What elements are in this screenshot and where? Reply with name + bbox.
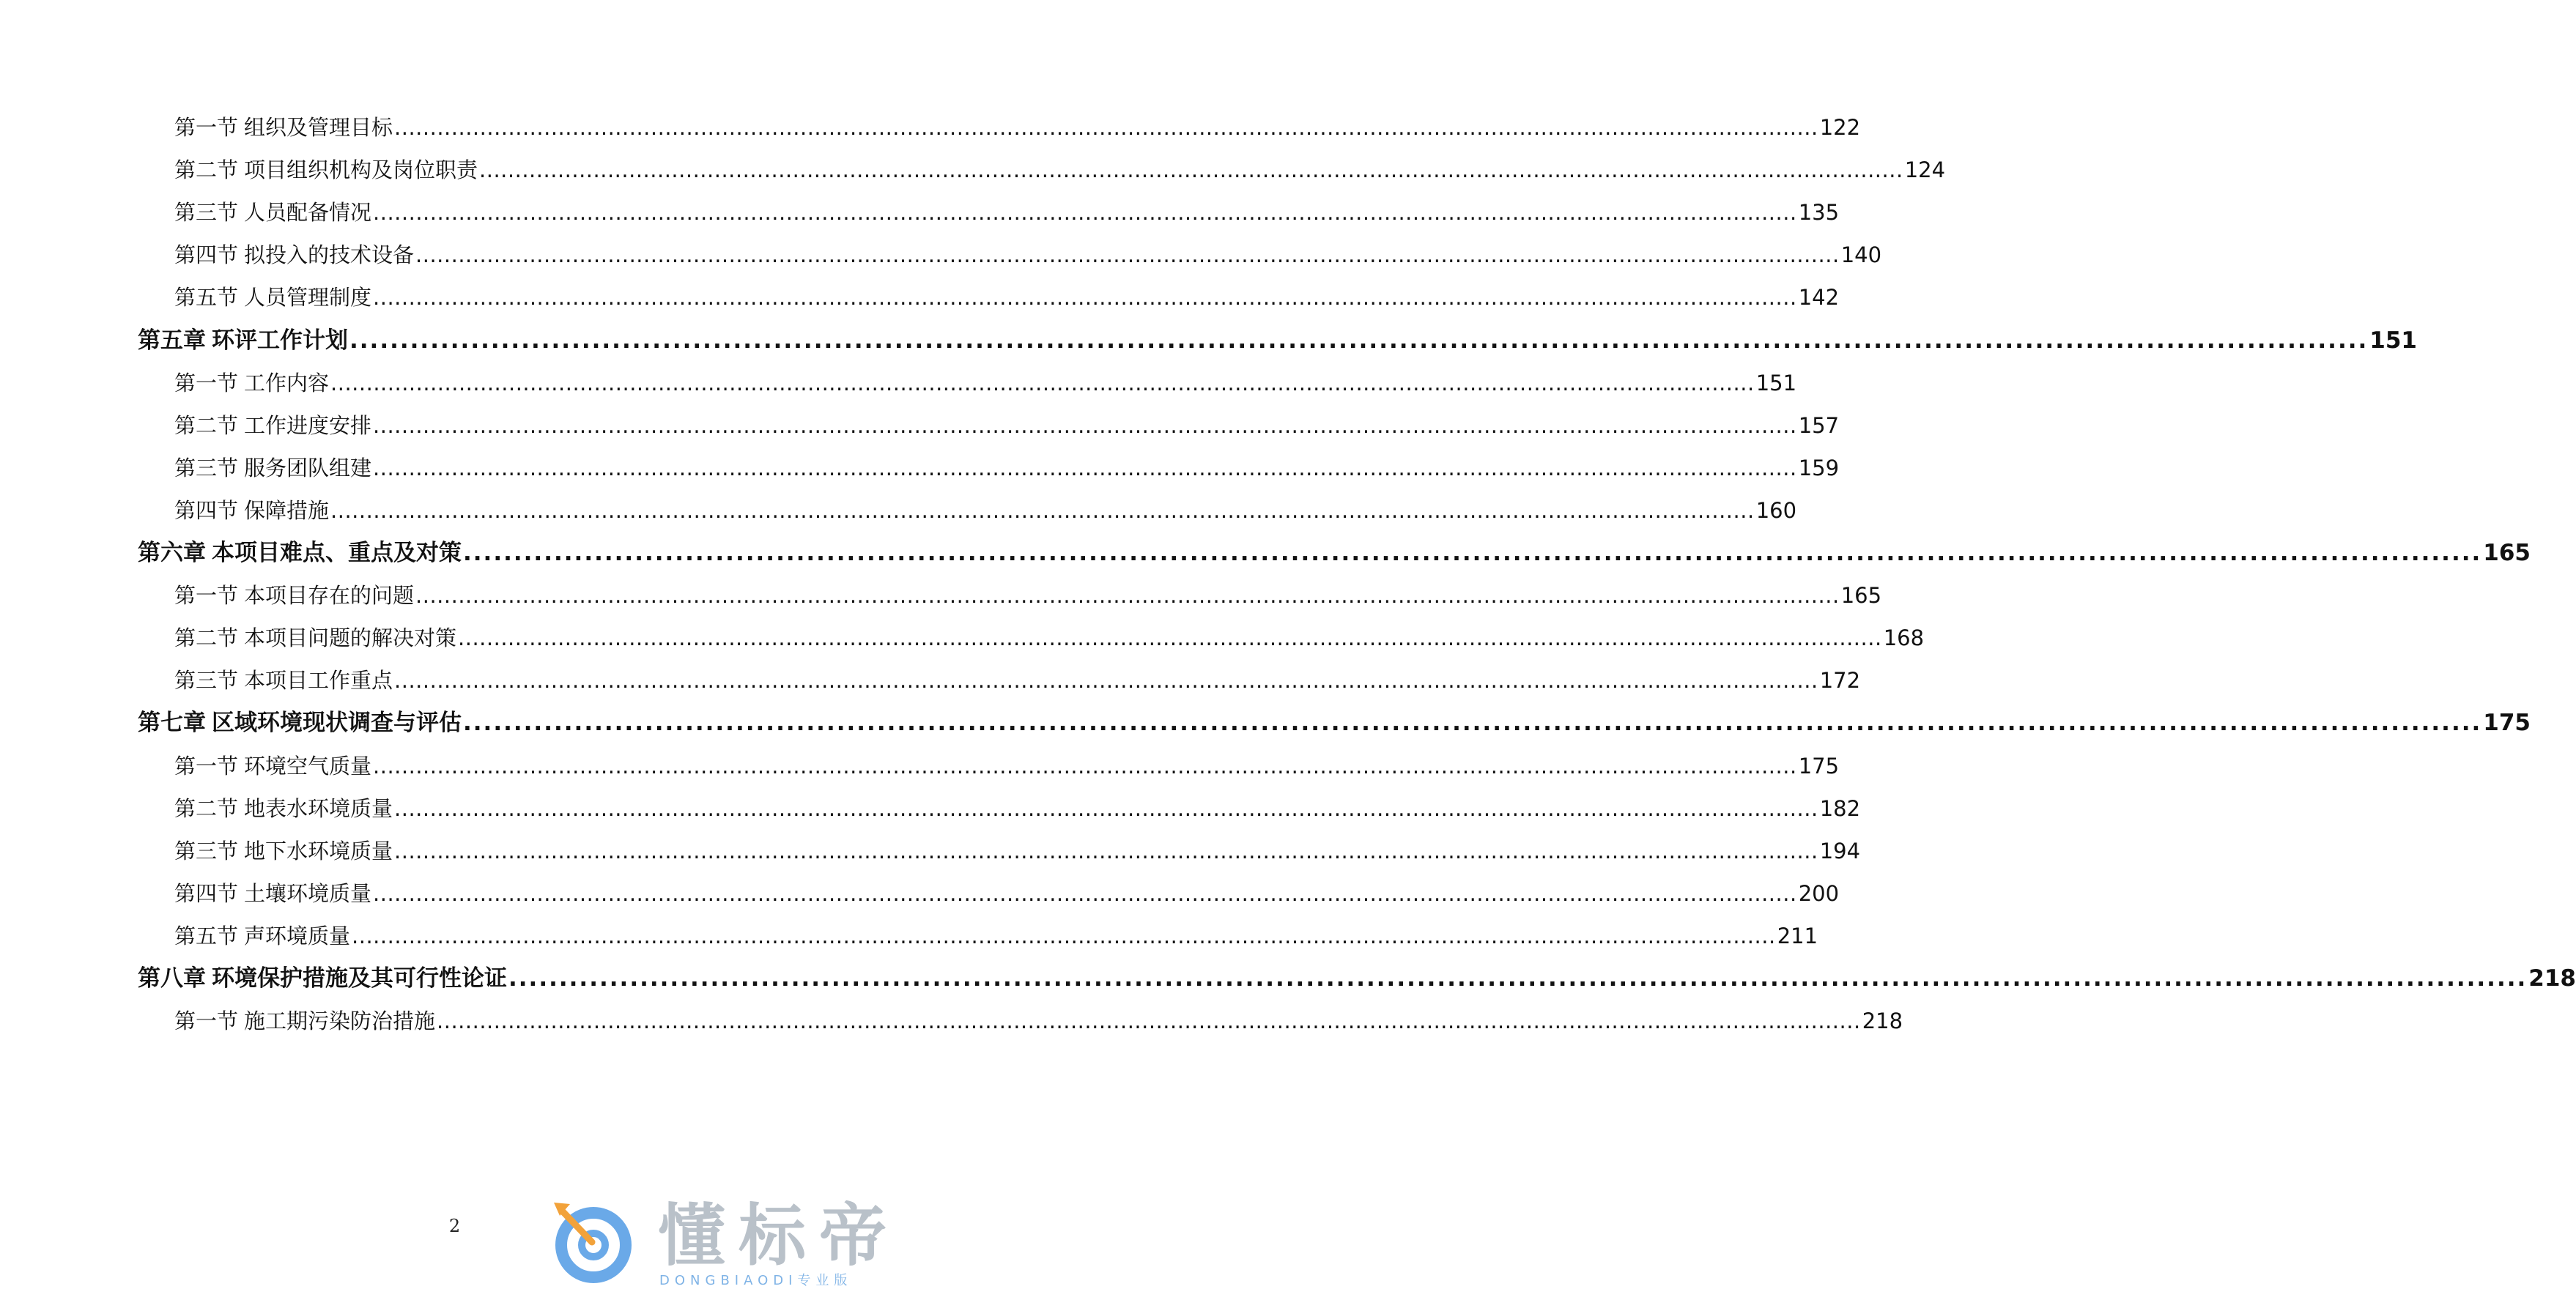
toc-entry-number: 第二节 bbox=[174, 157, 239, 182]
toc-entry-page: 151 bbox=[2369, 327, 2417, 354]
toc-section-row[interactable] bbox=[174, 409, 1840, 442]
toc-entry-title: 本项目问题的解决对策 bbox=[244, 625, 457, 650]
toc-entry-page: 142 bbox=[1798, 285, 1840, 310]
toc-leader-dots: ........................................................................................................................................................................................................ bbox=[394, 668, 1818, 693]
toc-entry-title: 工作进度安排 bbox=[244, 413, 372, 438]
toc-leader-dots: ........................................................................................................................................................................................................ bbox=[394, 839, 1818, 863]
toc-leader-dots: ........................................................................................................................................................................................................ bbox=[373, 456, 1797, 480]
toc-entry-title: 土壤环境质量 bbox=[244, 881, 372, 906]
toc-entry-page: 160 bbox=[1755, 498, 1797, 523]
toc-section-row[interactable] bbox=[174, 750, 1840, 782]
toc-leader-dots: ........................................................................................................................................................................................................ bbox=[415, 583, 1840, 608]
toc-entry-page: 218 bbox=[1862, 1008, 1903, 1033]
toc-entry-page: 168 bbox=[1883, 625, 1925, 650]
toc-leader-dots: ........................................................................................................................................................................................................ bbox=[373, 754, 1797, 779]
toc-entry-page: 211 bbox=[1777, 924, 1818, 948]
toc-entry-title: 地下水环境质量 bbox=[244, 839, 393, 863]
toc-section-row[interactable] bbox=[174, 154, 1946, 186]
toc-section-row[interactable] bbox=[174, 196, 1840, 229]
toc-entry-number: 第五节 bbox=[174, 285, 239, 310]
watermark-subtitle: DONGBIAODI专业版 bbox=[659, 1273, 853, 1288]
toc-leader-dots: ........................................................................................................................................................................................................ bbox=[415, 242, 1840, 267]
toc-section-row[interactable] bbox=[174, 877, 1840, 910]
toc-entry-title: 保障措施 bbox=[244, 498, 330, 523]
toc-section-row[interactable] bbox=[174, 111, 1861, 144]
toc-entry-page: 140 bbox=[1840, 242, 1882, 267]
page-number: 2 bbox=[448, 1216, 461, 1236]
toc-entry-title: 工作内容 bbox=[244, 371, 330, 395]
toc-section-row[interactable] bbox=[174, 494, 1797, 527]
toc-entry-title: 声环境质量 bbox=[244, 924, 351, 948]
toc-leader-dots: ........................................................................................................................................................................................................ bbox=[349, 327, 2369, 354]
toc-entry-title: 地表水环境质量 bbox=[244, 796, 393, 821]
watermark-brand: 懂标帝 bbox=[658, 1197, 900, 1275]
toc-leader-dots: ........................................................................................................................................................................................................ bbox=[373, 881, 1797, 906]
toc-section-row[interactable] bbox=[174, 920, 1818, 952]
toc-leader-dots: ........................................................................................................................................................................................................ bbox=[479, 157, 1903, 182]
toc-leader-dots: ........................................................................................................................................................................................................ bbox=[463, 710, 2482, 736]
toc-entry-number: 第四节 bbox=[174, 498, 239, 523]
toc-section-row[interactable] bbox=[174, 835, 1861, 867]
toc-leader-dots: ........................................................................................................................................................................................................ bbox=[330, 371, 1755, 395]
toc-entry-title: 服务团队组建 bbox=[244, 456, 372, 480]
toc-section-row[interactable] bbox=[174, 1005, 1903, 1037]
toc-entry-page: 135 bbox=[1798, 200, 1840, 225]
toc-entry-page: 182 bbox=[1819, 796, 1861, 821]
toc-section-row[interactable] bbox=[174, 664, 1861, 696]
toc-entry-number: 第三节 bbox=[174, 200, 239, 225]
toc-section-row[interactable] bbox=[174, 622, 1925, 654]
toc-leader-dots: ........................................................................................................................................................................................................ bbox=[373, 285, 1797, 310]
toc-entry-number: 第一节 bbox=[174, 1008, 239, 1033]
toc-chapter-row[interactable] bbox=[138, 324, 2417, 357]
toc-entry-page: 165 bbox=[2483, 540, 2531, 566]
toc-chapter-row[interactable] bbox=[138, 962, 2576, 995]
toc-entry-number: 第五节 bbox=[174, 924, 239, 948]
toc-section-row[interactable] bbox=[174, 792, 1861, 825]
toc-entry-title: 本项目难点、重点及对策 bbox=[212, 540, 462, 566]
toc-entry-number: 第四节 bbox=[174, 881, 239, 906]
toc-section-row[interactable] bbox=[174, 367, 1797, 399]
toc-entry-number: 第二节 bbox=[174, 625, 239, 650]
toc-entry-page: 159 bbox=[1798, 456, 1840, 480]
toc-chapter-row[interactable] bbox=[138, 537, 2531, 569]
toc-entry-number: 第一节 bbox=[174, 371, 239, 395]
toc-entry-title: 区域环境现状调查与评估 bbox=[212, 710, 462, 736]
toc-entry-title: 人员配备情况 bbox=[244, 200, 372, 225]
toc-section-row[interactable] bbox=[174, 239, 1882, 271]
toc-entry-title: 人员管理制度 bbox=[244, 285, 372, 310]
target-logo-icon bbox=[548, 1200, 634, 1285]
toc-leader-dots: ........................................................................................................................................................................................................ bbox=[458, 625, 1882, 650]
toc-leader-dots: ........................................................................................................................................................................................................ bbox=[373, 413, 1797, 438]
toc-entry-page: 172 bbox=[1819, 668, 1861, 693]
toc-entry-number: 第三节 bbox=[174, 839, 239, 863]
toc-entry-page: 194 bbox=[1819, 839, 1861, 863]
toc-section-row[interactable] bbox=[174, 579, 1882, 612]
toc-entry-page: 151 bbox=[1755, 371, 1797, 395]
toc-entry-number: 第三节 bbox=[174, 668, 239, 693]
toc-entry-number: 第二节 bbox=[174, 413, 239, 438]
toc-leader-dots: ........................................................................................................................................................................................................ bbox=[508, 965, 2528, 992]
toc-entry-title: 本项目工作重点 bbox=[244, 668, 393, 693]
toc-entry-page: 157 bbox=[1798, 413, 1840, 438]
toc-entry-page: 122 bbox=[1819, 115, 1861, 140]
toc-entry-page: 175 bbox=[2483, 710, 2531, 736]
toc-entry-title: 拟投入的技术设备 bbox=[244, 242, 415, 267]
toc-entry-title: 环境保护措施及其可行性论证 bbox=[212, 965, 507, 992]
toc-entry-number: 第五章 bbox=[138, 327, 206, 354]
toc-entry-title: 环评工作计划 bbox=[212, 327, 348, 354]
toc-entry-page: 175 bbox=[1798, 754, 1840, 779]
toc-entry-page: 218 bbox=[2528, 965, 2576, 992]
toc-leader-dots: ........................................................................................................................................................................................................ bbox=[394, 796, 1818, 821]
toc-entry-number: 第一节 bbox=[174, 754, 239, 779]
toc-entry-number: 第四节 bbox=[174, 242, 239, 267]
watermark bbox=[548, 1197, 907, 1288]
toc-entry-number: 第一节 bbox=[174, 115, 239, 140]
toc-entry-number: 第二节 bbox=[174, 796, 239, 821]
toc-section-row[interactable] bbox=[174, 452, 1840, 484]
toc-entry-page: 165 bbox=[1840, 583, 1882, 608]
toc-entry-page: 124 bbox=[1904, 157, 1946, 182]
toc-entry-title: 组织及管理目标 bbox=[244, 115, 393, 140]
toc-entry-title: 施工期污染防治措施 bbox=[244, 1008, 436, 1033]
toc-entry-title: 本项目存在的问题 bbox=[244, 583, 415, 608]
toc-leader-dots: ........................................................................................................................................................................................................ bbox=[394, 115, 1818, 140]
toc-leader-dots: ........................................................................................................................................................................................................ bbox=[373, 200, 1797, 225]
toc-leader-dots: ........................................................................................................................................................................................................ bbox=[463, 540, 2482, 566]
toc-entry-number: 第一节 bbox=[174, 583, 239, 608]
toc-leader-dots: ........................................................................................................................................................................................................ bbox=[352, 924, 1776, 948]
toc-chapter-row[interactable] bbox=[138, 707, 2531, 739]
toc-entry-number: 第六章 bbox=[138, 540, 206, 566]
toc-entry-page: 200 bbox=[1798, 881, 1840, 906]
toc-entry-title: 环境空气质量 bbox=[244, 754, 372, 779]
toc-leader-dots: ........................................................................................................................................................................................................ bbox=[330, 498, 1755, 523]
toc-leader-dots: ........................................................................................................................................................................................................ bbox=[437, 1008, 1861, 1033]
toc-entry-title: 项目组织机构及岗位职责 bbox=[244, 157, 478, 182]
toc-section-row[interactable] bbox=[174, 281, 1840, 313]
toc-entry-number: 第八章 bbox=[138, 965, 206, 992]
toc-entry-number: 第三节 bbox=[174, 456, 239, 480]
toc-entry-number: 第七章 bbox=[138, 710, 206, 736]
